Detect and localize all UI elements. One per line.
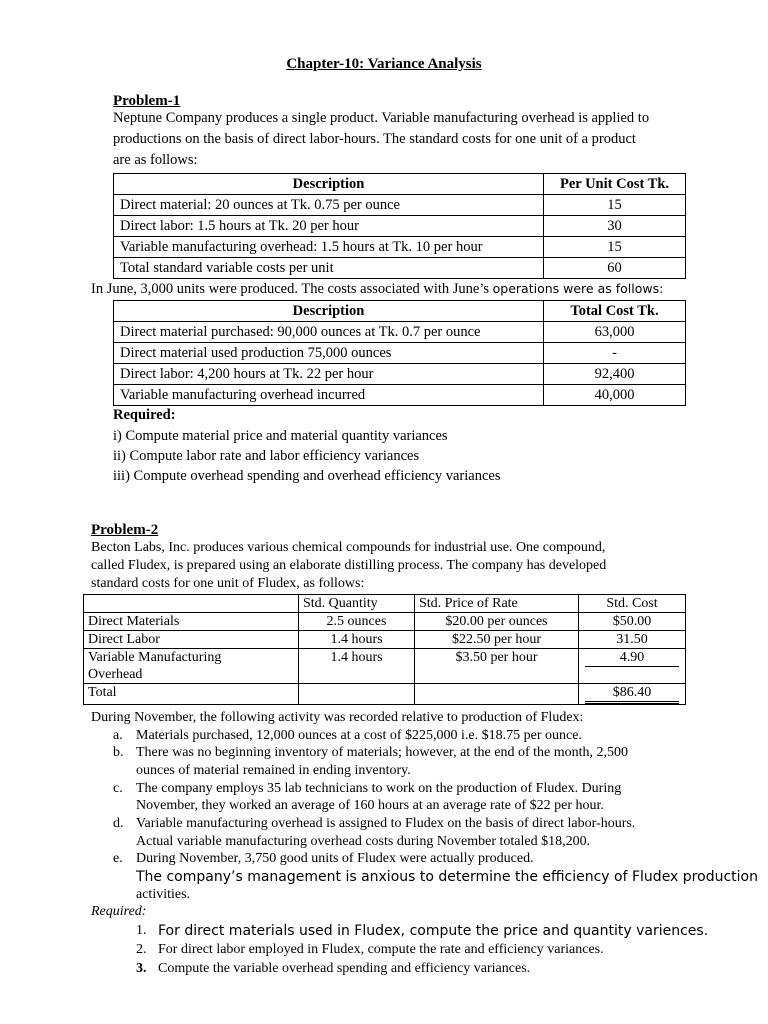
list-item-marker: e. <box>113 851 123 866</box>
list-item: Materials purchased, 12,000 ounces at a cost of $225,000 i.e. $18.75 per ounce. <box>136 728 582 743</box>
table-cell: $20.00 per ounces <box>415 613 579 631</box>
list-item-marker: 3. <box>136 961 147 976</box>
table-cell: 40,000 <box>544 385 686 406</box>
table-cell: 2.5 ounces <box>299 613 415 631</box>
table-cell-text: 4.90 <box>619 650 645 665</box>
table-cell: Direct Labor <box>84 631 299 649</box>
table-cell: Total standard variable costs per unit <box>114 258 544 279</box>
table-cell: 31.50 <box>579 631 686 649</box>
list-item-continuation: ounces of material remained in ending inventory. <box>136 763 411 778</box>
table-row <box>114 258 686 279</box>
column-header: Per Unit Cost Tk. <box>544 174 686 195</box>
subtotal-underline <box>585 649 679 667</box>
table-row <box>84 649 686 684</box>
list-item: Variable manufacturing overhead is assigned to Fludex on the basis of direct labor-hours. <box>136 816 636 831</box>
list-item-marker: d. <box>113 816 124 831</box>
list-item: For direct materials used in Fludex, compute the price and quantity variences. <box>158 923 709 939</box>
table-row <box>114 322 686 343</box>
table-row <box>114 216 686 237</box>
problem-1-required-item: i) Compute material price and material quantity variances <box>113 428 448 444</box>
table-cell <box>84 649 299 684</box>
column-header: Description <box>114 301 544 322</box>
list-item-marker: 1. <box>136 923 147 938</box>
fludex-standard-cost-table <box>83 594 686 705</box>
june-text <box>91 281 663 298</box>
table-header-row <box>84 595 686 613</box>
table-cell: Direct Materials <box>84 613 299 631</box>
standard-cost-table <box>113 173 686 279</box>
page-title: Chapter-10: Variance Analysis <box>286 56 482 72</box>
list-item-continuation: The company’s management is anxious to determine the efficiency of Fludex production <box>136 869 758 885</box>
problem-1-intro-line-2: productions on the basis of direct labor-hours. The standard costs for one unit of a product <box>113 131 636 147</box>
table-row <box>114 385 686 406</box>
list-item-marker: b. <box>113 745 124 760</box>
table-cell <box>299 684 415 705</box>
table-row <box>114 195 686 216</box>
table-cell: $22.50 per hour <box>415 631 579 649</box>
column-header: Std. Price of Rate <box>415 595 579 613</box>
table-header-row <box>114 174 686 195</box>
problem-2-intro-line-1: Becton Labs, Inc. produces various chemical compounds for industrial use. One compound, <box>91 540 606 555</box>
column-header: Total Cost Tk. <box>544 301 686 322</box>
table-cell-text: $86.40 <box>612 685 652 700</box>
problem-1-intro-line-3: are as follows: <box>113 152 198 168</box>
table-cell: 60 <box>544 258 686 279</box>
table-cell: Variable manufacturing overhead: 1.5 hours at Tk. 10 per hour <box>114 237 544 258</box>
list-item: The company employs 35 lab technicians to work on the production of Fludex. During <box>136 781 622 796</box>
table-row <box>84 631 686 649</box>
table-cell: Total <box>84 684 299 705</box>
problem-2-heading: Problem-2 <box>91 522 159 538</box>
problem-1-required-item: ii) Compute labor rate and labor efficiency variances <box>113 448 420 464</box>
table-cell: $50.00 <box>579 613 686 631</box>
problem-1-intro-line-1: Neptune Company produces a single product. Variable manufacturing overhead is applied to <box>113 110 650 126</box>
list-item-marker: a. <box>113 728 123 743</box>
table-cell: Direct material used production 75,000 ounces <box>114 343 544 364</box>
table-cell: 15 <box>544 195 686 216</box>
june-text-part-1: In June, 3,000 units were produced. The costs associated with June’s <box>91 281 493 297</box>
table-row <box>114 364 686 385</box>
table-cell: 1.4 hours <box>299 649 415 684</box>
table-cell <box>579 649 686 684</box>
column-header: Description <box>114 174 544 195</box>
problem-2-required-label: Required: <box>91 904 147 919</box>
column-header: Std. Cost <box>579 595 686 613</box>
list-item: For direct labor employed in Fludex, compute the rate and efficiency variances. <box>158 942 604 957</box>
list-item-continuation: November, they worked an average of 160 hours at an average rate of $22 per hour. <box>136 798 604 813</box>
column-header <box>84 595 299 613</box>
activity-intro: During November, the following activity was recorded relative to production of Fludex: <box>91 710 584 725</box>
list-item-continuation: Actual variable manufacturing overhead costs during November totaled $18,200. <box>136 834 591 849</box>
table-cell: 30 <box>544 216 686 237</box>
list-item: Compute the variable overhead spending and efficiency variances. <box>158 961 531 976</box>
total-double-underline <box>585 684 679 704</box>
table-cell <box>579 684 686 705</box>
june-text-part-2: operations were as follows: <box>492 281 664 296</box>
table-cell: 92,400 <box>544 364 686 385</box>
table-cell: 1.4 hours <box>299 631 415 649</box>
table-header-row <box>114 301 686 322</box>
problem-2-intro-line-2: called Fludex, is prepared using an elaborate distilling process. The company has developed <box>91 558 607 573</box>
table-cell: Direct labor: 4,200 hours at Tk. 22 per hour <box>114 364 544 385</box>
table-cell: - <box>544 343 686 364</box>
table-cell-text: Overhead <box>88 667 143 682</box>
table-cell: 63,000 <box>544 322 686 343</box>
actual-cost-table <box>113 300 686 406</box>
list-item-marker: c. <box>113 781 123 796</box>
problem-1-required-label: Required: <box>113 407 176 423</box>
table-cell: Direct material: 20 ounces at Tk. 0.75 per ounce <box>114 195 544 216</box>
table-cell-text: Variable Manufacturing <box>88 650 222 665</box>
table-row <box>114 237 686 258</box>
list-item-continuation: activities. <box>136 887 191 902</box>
list-item: During November, 3,750 good units of Fludex were actually produced. <box>136 851 534 866</box>
table-cell: 15 <box>544 237 686 258</box>
table-cell <box>415 684 579 705</box>
table-cell: Direct material purchased: 90,000 ounces at Tk. 0.7 per ounce <box>114 322 544 343</box>
table-cell: Direct labor: 1.5 hours at Tk. 20 per hour <box>114 216 544 237</box>
column-header: Std. Quantity <box>299 595 415 613</box>
table-row <box>84 613 686 631</box>
list-item-marker: 2. <box>136 942 147 957</box>
problem-1-heading: Problem-1 <box>113 93 181 109</box>
table-cell: Variable manufacturing overhead incurred <box>114 385 544 406</box>
table-cell: $3.50 per hour <box>415 649 579 684</box>
problem-2-intro-line-3: standard costs for one unit of Fludex, as follows: <box>91 576 365 591</box>
table-row <box>114 343 686 364</box>
problem-1-required-item: iii) Compute overhead spending and overhead efficiency variances <box>113 468 501 484</box>
table-row <box>84 684 686 705</box>
list-item: There was no beginning inventory of materials; however, at the end of the month, 2,500 <box>136 745 629 760</box>
